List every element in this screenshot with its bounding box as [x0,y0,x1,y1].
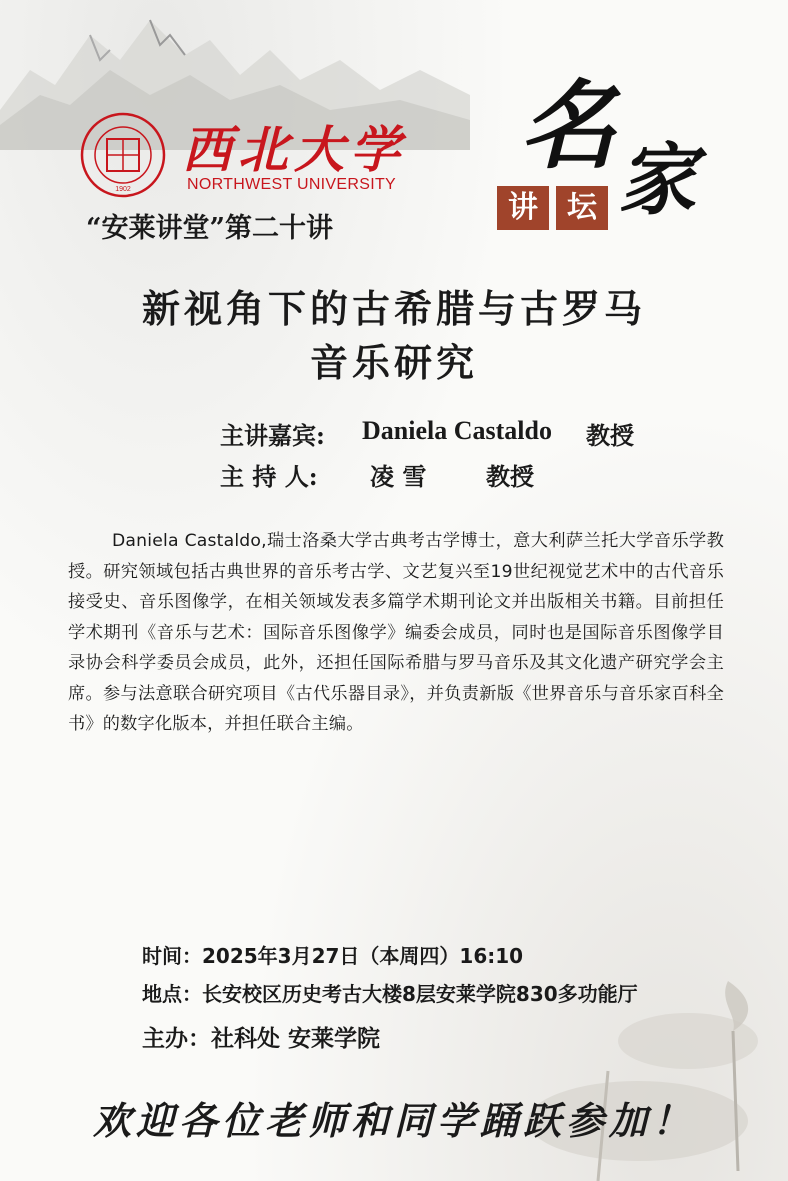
forum-char-jia: 家 [618,135,697,226]
speaker-label: 主讲嘉宾: [220,421,325,450]
seal-year: 1902 [115,186,131,193]
speaker-name: Daniela Castaldo [362,416,552,445]
title-line-1: 新视角下的古希腊与古罗马 [141,286,646,331]
title-line-2: 音乐研究 [309,340,478,385]
event-place: 地点：长安校区历史考古大楼8层安莱学院830多功能厅 [142,982,638,1006]
host-name: 凌 雪 [370,462,427,491]
lecture-number: “安莱讲堂”第二十讲 [86,213,334,244]
forum-char-tan: 坛 [556,186,608,230]
speaker-rank: 教授 [586,421,634,450]
host-rank: 教授 [486,462,534,491]
host-label: 主 持 人: [220,462,318,491]
university-seal-icon [80,112,166,198]
forum-char-jiang: 讲 [497,186,549,230]
university-name-en: NORTHWEST UNIVERSITY [187,176,396,193]
forum-char-ming: 名 [520,69,616,182]
speaker-bio: Daniela Castaldo,瑞士洛桑大学古典考古学博士，意大利萨兰托大学音乐学教授。研究领域包括古典世界的音乐考古学、文艺复兴至19世纪视觉艺术中的古代音乐接受史、音乐图像学，在相关领域发表多篇学术期刊论文并出版相关书籍。目前担任学术期刊《音乐与艺术：国际音乐图像学》编委会成员，同时也是国际音乐图像学目录协会科学委员会成员，此外，还担任国际希腊与罗马音乐及其文化遗产研究学会主席。参与法意联合研究项目《古代乐器目录》，并负责新版《世界音乐与音乐家百科全书》的数字化版本，并担任联合主编。 [68,531,724,734]
event-organizer: 主办：社科处 安莱学院 [142,1026,381,1052]
event-time: 时间：2025年3月27日（本周四）16:10 [142,944,524,968]
university-name-cn: 西北大学 [182,120,406,179]
welcome-message: 欢迎各位老师和同学踊跃参加！ [92,1098,695,1143]
